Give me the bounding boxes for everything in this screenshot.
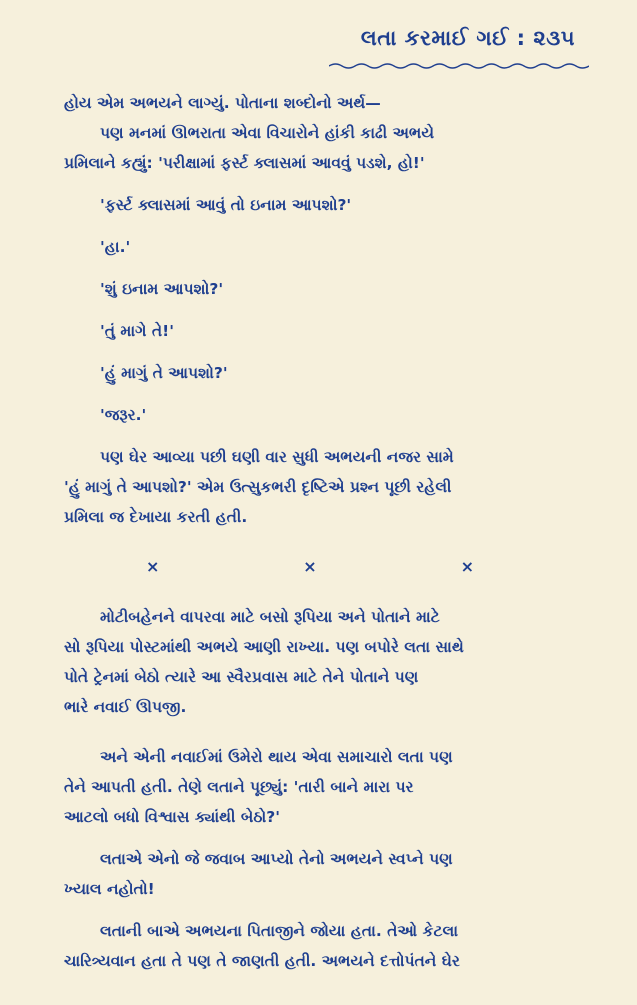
text-line: આટલો બધો વિશ્વાસ ક્યાંથી બેઠો?' [64, 808, 280, 826]
text-line: તેને આપતી હતી. તેણે લતાને પૂછ્યું: 'તારી બાને મારા પર [64, 778, 414, 796]
dialog-line: 'શું ઇનામ આપશો?' [100, 280, 224, 298]
dialog-line: 'હું માગું તે આપશો?' [100, 364, 228, 382]
text-line: લતાએ એનો જે જવાબ આપ્યો તેનો અભયને સ્વપ્ને પણ [100, 850, 453, 868]
text-line: સો રૂપિયા પોસ્ટમાંથી અભયે આણી રાખ્યા. પણ બપોરે લતા સાથે [64, 638, 464, 656]
separator-mark: × [146, 557, 160, 576]
text-line: પણ મનમાં ઊભરાતા એવા વિચારોને હાંકી કાઢી અભયે [100, 124, 435, 142]
text-line: લતાની બાએ અભયના પિતાજીને જોયા હતા. તેઓ કેટલા [100, 922, 458, 940]
text-line: મોટીબહેનને વાપરવા માટે બસો રૂપિયા અને પોતાને માટે [100, 608, 440, 626]
text-line: 'હું માગું તે આપશો?' એમ ઉત્સુકભરી દૃષ્ટિએ પ્રશ્ન પૂછી રહેલી [64, 478, 452, 496]
dialog-line: 'જરૂર.' [100, 406, 147, 424]
text-line: અને એની નવાઈમાં ઉમેરો થાય એવા સમાચારો લતા પણ [100, 748, 453, 766]
section-separator [64, 552, 584, 582]
text-line: પ્રમિલા જ દેખાયા કરતી હતી. [64, 508, 248, 526]
text-line: હોય એમ અભયને લાગ્યું. પોતાના શબ્દોનો અર્થ— [64, 94, 381, 112]
text-line: ચારિત્ર્યવાન હતા તે પણ તે જાણતી હતી. અભયને દત્તોપંતને ઘેર [64, 952, 460, 970]
running-head: લતા કરમાઈ ગઈ : ૨૩૫ [360, 26, 575, 50]
body-text [64, 88, 584, 976]
text-line: પ્રમિલાને કહ્યું: 'પરીક્ષામાં ફર્સ્ટ ક્લાસમાં આવવું પડશે, હો!' [64, 154, 425, 172]
separator-mark: × [460, 557, 474, 576]
dialog-line: 'તું માગે તે!' [100, 322, 174, 340]
text-line: ખ્યાલ નહોતો! [64, 880, 155, 898]
dialog-line: 'હા.' [100, 238, 131, 256]
dialog-line: 'ફર્સ્ટ ક્લાસમાં આવું તો ઇનામ આપશો?' [100, 196, 352, 214]
separator-mark: × [303, 557, 317, 576]
header-wavy-rule [329, 62, 589, 70]
text-line: ભારે નવાઈ ઊપજી. [64, 698, 187, 716]
text-line: પોતે ટ્રેનમાં બેઠો ત્યારે આ સ્વૈરપ્રવાસ માટે તેને પોતાને પણ [64, 668, 419, 686]
text-line: પણ ઘેર આવ્યા પછી ઘણી વાર સુધી અભયની નજર સામે [100, 448, 454, 466]
